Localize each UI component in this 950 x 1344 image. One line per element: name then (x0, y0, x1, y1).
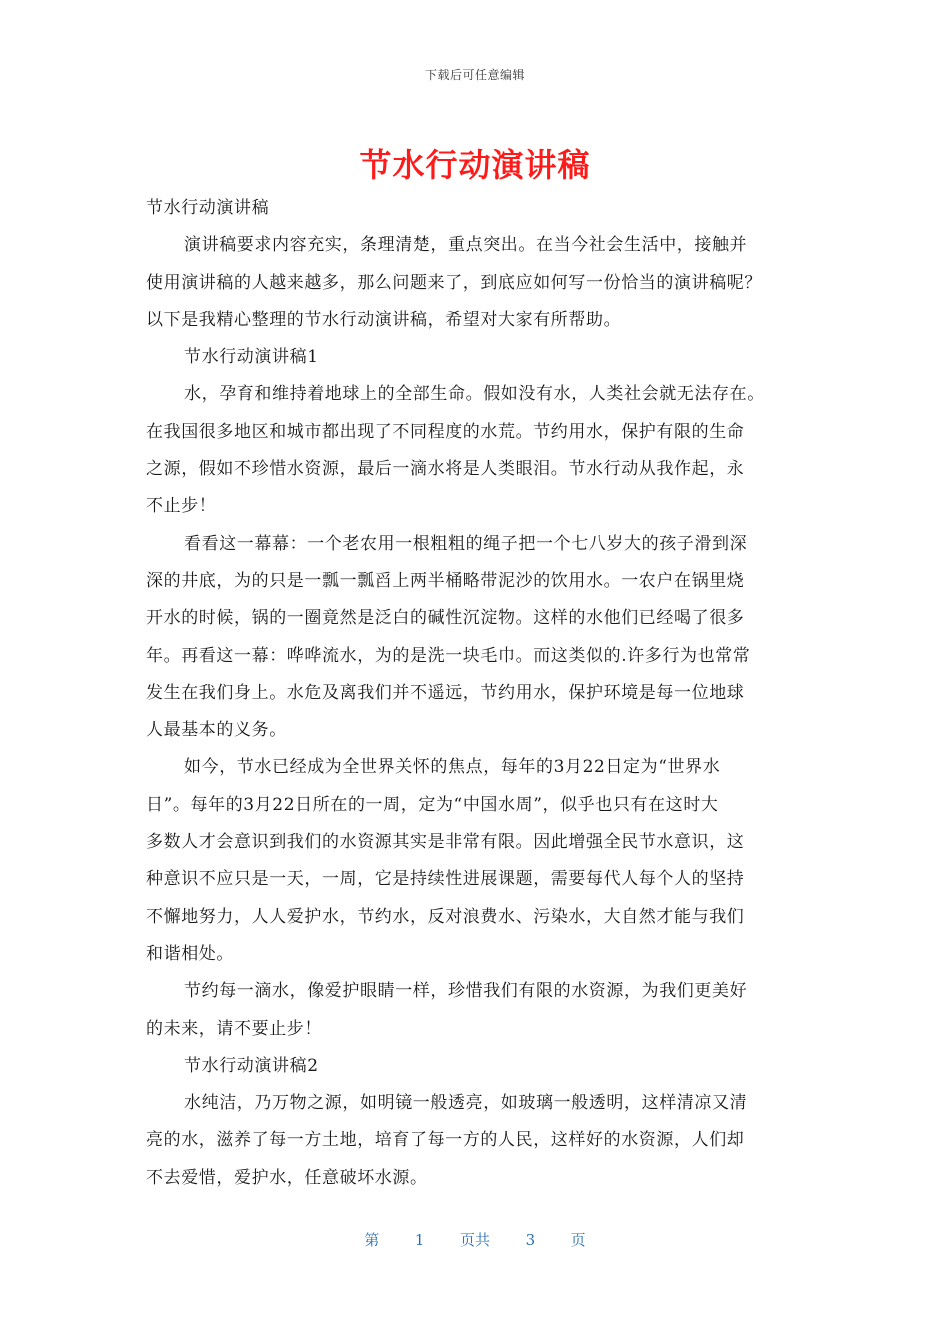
header-note: 下载后可任意编辑 (424, 68, 525, 82)
footer-suffix: 页 (570, 1231, 586, 1249)
document-title: 节水行动演讲稿 (359, 146, 591, 184)
footer-total-pages: 3 (525, 1231, 536, 1249)
text-line: 节水行动演讲稿 (146, 198, 270, 218)
text-line: 日”。每年的3月22日所在的一周，定为“中国水周”，似乎也只有在这时大 (146, 794, 719, 815)
text-line: 在我国很多地区和城市都出现了不同程度的水荒。节约用水，保护有限的生命 (146, 421, 745, 442)
text-line: 不止步！ (146, 496, 217, 517)
text-line: 节约每一滴水，像爱护眼睛一样，珍惜我们有限的水资源，为我们更美好 (184, 981, 748, 1002)
text-line: 亮的水，滋养了每一方土地，培育了每一方的人民，这样好的水资源，人们却 (146, 1130, 745, 1151)
text-line: 年。再看这一幕：哗哗流水，为的是洗一块毛巾。而这类似的.许多行为也常常 (146, 645, 751, 666)
text-line: 使用演讲稿的人越来越多，那么问题来了，到底应如何写一份恰当的演讲稿呢？ (146, 272, 762, 293)
text-line: 多数人才会意识到我们的水资源其实是非常有限。因此增强全民节水意识，这 (146, 832, 745, 853)
footer-page-number: 1 (414, 1231, 425, 1249)
text-line: 演讲稿要求内容充实，条理清楚，重点突出。在当今社会生活中，接触并 (184, 235, 748, 256)
text-line: 深的井底，为的只是一瓢一瓢舀上两半桶略带泥沙的饮用水。一农户在锅里烧 (146, 570, 745, 591)
text-line: 的未来，请不要止步！ (146, 1018, 322, 1039)
text-line: 发生在我们身上。水危及离我们并不遥远，节约用水，保护环境是每一位地球 (146, 682, 745, 703)
text-line: 之源，假如不珍惜水资源，最后一滴水将是人类眼泪。节水行动从我作起，永 (146, 459, 745, 480)
text-line: 水，孕育和维持着地球上的全部生命。假如没有水，人类社会就无法存在。 (184, 384, 765, 405)
text-line: 开水的时候，锅的一圈竟然是泛白的碱性沉淀物。这样的水他们已经喝了很多 (146, 608, 745, 629)
text-line: 不懈地努力，人人爱护水，节约水，反对浪费水、污染水，大自然才能与我们 (146, 906, 745, 927)
text-line: 节水行动演讲稿1 (184, 347, 319, 368)
text-line: 人最基本的义务。 (146, 720, 287, 741)
document-body (146, 190, 810, 1197)
page-footer (0, 1229, 950, 1250)
text-line: 以下是我精心整理的节水行动演讲稿，希望对大家有所帮助。 (146, 309, 622, 330)
text-line: 水纯洁，乃万物之源，如明镜一般透亮，如玻璃一般透明，这样清凉又清 (184, 1093, 748, 1114)
footer-prefix: 第 (364, 1231, 380, 1249)
footer-middle: 页共 (459, 1231, 490, 1249)
text-line: 和谐相处。 (146, 943, 234, 964)
text-line: 看看这一幕幕：一个老农用一根粗粗的绳子把一个七八岁大的孩子滑到深 (184, 533, 748, 554)
text-line: 种意识不应只是一天，一周，它是持续性进展课题，需要每代人每个人的坚持 (146, 869, 745, 890)
text-line: 如今，节水已经成为全世界关怀的焦点，每年的3月22日定为“世界水 (184, 757, 721, 778)
text-line: 不去爱惜，爱护水，任意破坏水源。 (146, 1167, 428, 1188)
text-line: 节水行动演讲稿2 (184, 1055, 319, 1076)
